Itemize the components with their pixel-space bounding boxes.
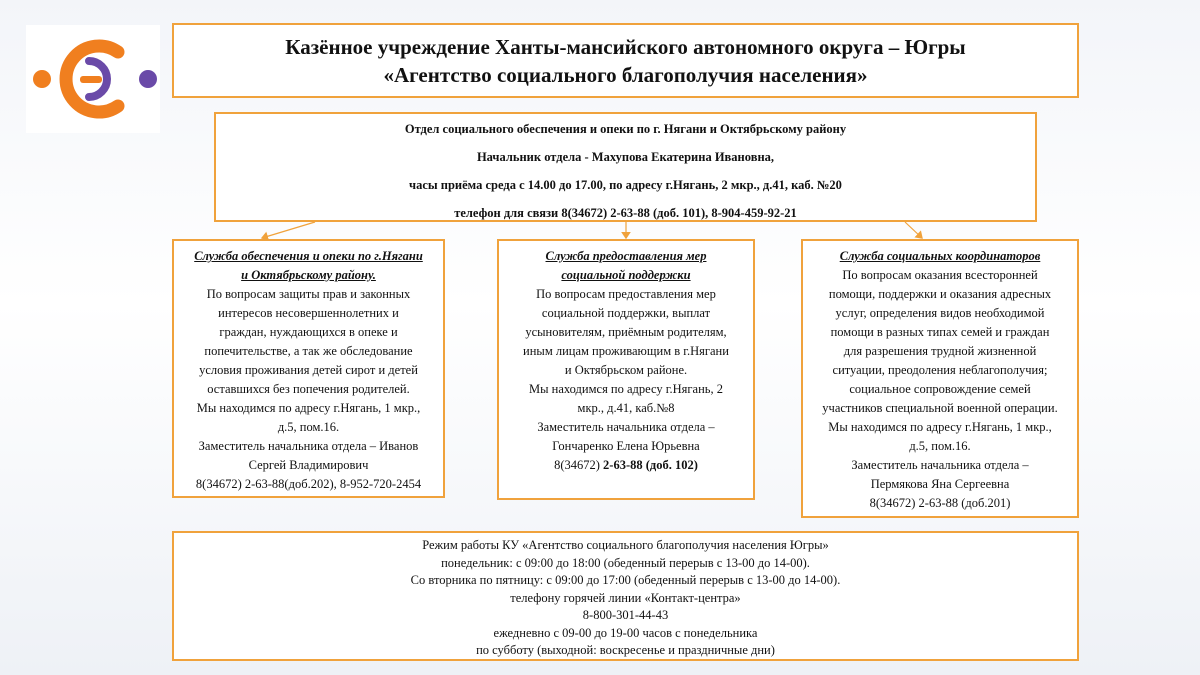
working-hours-title: Режим работы КУ «Агентство социального благополучия населения Югры» <box>422 538 829 552</box>
service-coordinators-text: По вопросам оказания всесторонней <box>842 268 1038 282</box>
title-line-2: «Агентство социального благополучия населения» <box>383 62 868 87</box>
service-coordinators-text: социальное сопровождение семей <box>849 382 1031 396</box>
service-coordinators-text: помощи в разных типах семей и граждан <box>830 325 1050 339</box>
department-box <box>214 112 1037 222</box>
service-guardianship-address: д.5, пом.16. <box>277 420 340 434</box>
service-guardianship-box <box>172 239 445 498</box>
hotline-hours: ежедневно с 09-00 до 19-00 часов с понедельника <box>493 625 758 640</box>
service-guardianship-text: оставшихся без попечения родителей. <box>207 382 410 396</box>
service-support-text: усыновителям, приёмным родителям, <box>525 325 727 339</box>
service-support-address: Мы находимся по адресу г.Нягань, 2 <box>529 382 723 396</box>
service-guardianship-heading-2: и Октябрьскому району. <box>241 268 376 282</box>
service-support-address: мкр., д.41, каб.№8 <box>577 401 675 415</box>
service-guardianship-deputy: Сергей Владимирович <box>248 458 369 472</box>
hotline-number: 8-800-301-44-43 <box>582 608 669 622</box>
connector-left <box>262 222 315 238</box>
service-coordinators-text: услуг, определения видов необходимой <box>835 306 1045 320</box>
service-support-phone-prefix: 8(34672) <box>554 458 604 472</box>
service-support-heading-2: социальной поддержки <box>561 268 691 282</box>
hotline-label: телефону горячей линии «Контакт-центра» <box>510 590 741 605</box>
service-coordinators-text: ситуации, преодоления неблагополучия; <box>832 363 1048 377</box>
service-support-phone <box>503 456 749 475</box>
working-hours-box <box>172 531 1079 661</box>
service-coordinators-text: участников специальной военной операции. <box>822 401 1058 415</box>
service-coordinators-text: для разрешения трудной жизненной <box>843 344 1037 358</box>
service-coordinators-deputy: Заместитель начальника отдела – <box>851 458 1029 472</box>
service-coordinators-text: помощи, поддержки и оказания адресных <box>828 287 1052 301</box>
service-guardianship-phone: 8(34672) 2-63-88(доб.202), 8-952-720-2454 <box>195 477 422 491</box>
service-coordinators-deputy: Пермякова Яна Сергеевна <box>870 477 1010 491</box>
service-support-text: По вопросам предоставления мер <box>536 287 716 301</box>
department-name: Отдел социального обеспечения и опеки по г. Нягани и Октябрьскому району <box>404 122 847 136</box>
department-hours: часы приёма среда с 14.00 до 17.00, по адресу г.Нягань, 2 мкр., д.41, каб. №20 <box>409 178 842 192</box>
service-support-text: социальной поддержки, выплат <box>541 306 711 320</box>
title-line-1: Казённое учреждение Ханты-мансийского автономного округа – Югры <box>285 34 966 59</box>
service-guardianship-text: интересов несовершеннолетних и <box>218 306 399 320</box>
service-guardianship-deputy: Заместитель начальника отдела – Иванов <box>198 439 419 453</box>
service-guardianship-text: условия проживания детей сирот и детей <box>199 363 418 377</box>
hotline-days: по субботу (выходной: воскресенье и праздничные дни) <box>476 643 775 657</box>
department-phone: телефон для связи 8(34672) 2-63-88 (доб. 101), 8-904-459-92-21 <box>454 206 797 220</box>
service-support-phone-number: 2-63-88 (доб. 102) <box>603 458 698 472</box>
service-guardianship-text: граждан, нуждающихся в опеке и <box>219 325 398 339</box>
service-support-text: и Октябрьском районе. <box>564 363 688 377</box>
service-coordinators-address: Мы находимся по адресу г.Нягань, 1 мкр., <box>828 420 1052 434</box>
service-guardianship-address: Мы находимся по адресу г.Нягань, 1 мкр., <box>196 401 421 415</box>
working-hours-monday: понедельник: с 09:00 до 18:00 (обеденный перерыв с 13-00 до 14-00). <box>441 555 810 570</box>
service-coordinators-address: д.5, пом.16. <box>909 439 971 453</box>
connector-right <box>905 222 922 238</box>
service-support-box <box>497 239 755 500</box>
service-coordinators-phone: 8(34672) 2-63-88 (доб.201) <box>869 496 1011 510</box>
working-hours-tue-fri: Со вторника по пятницу: с 09:00 до 17:00 (обеденный перерыв с 13-00 до 14-00). <box>410 573 841 587</box>
service-support-heading-1: Служба предоставления мер <box>545 249 707 263</box>
service-guardianship-text: попечительстве, а так же обследование <box>204 344 413 358</box>
service-coordinators-heading: Служба социальных координаторов <box>839 249 1041 263</box>
department-head: Начальник отдела - Махупова Екатерина Ивановна, <box>476 150 775 164</box>
service-guardianship-text: По вопросам защиты прав и законных <box>206 287 411 301</box>
service-guardianship-heading-1: Служба обеспечения и опеки по г.Нягани <box>194 249 423 263</box>
service-support-deputy: Заместитель начальника отдела – <box>537 420 715 434</box>
service-support-text: иным лицам проживающим в г.Нягани <box>523 344 729 358</box>
service-support-deputy: Гончаренко Елена Юрьевна <box>552 439 700 453</box>
service-coordinators-box <box>801 239 1079 518</box>
